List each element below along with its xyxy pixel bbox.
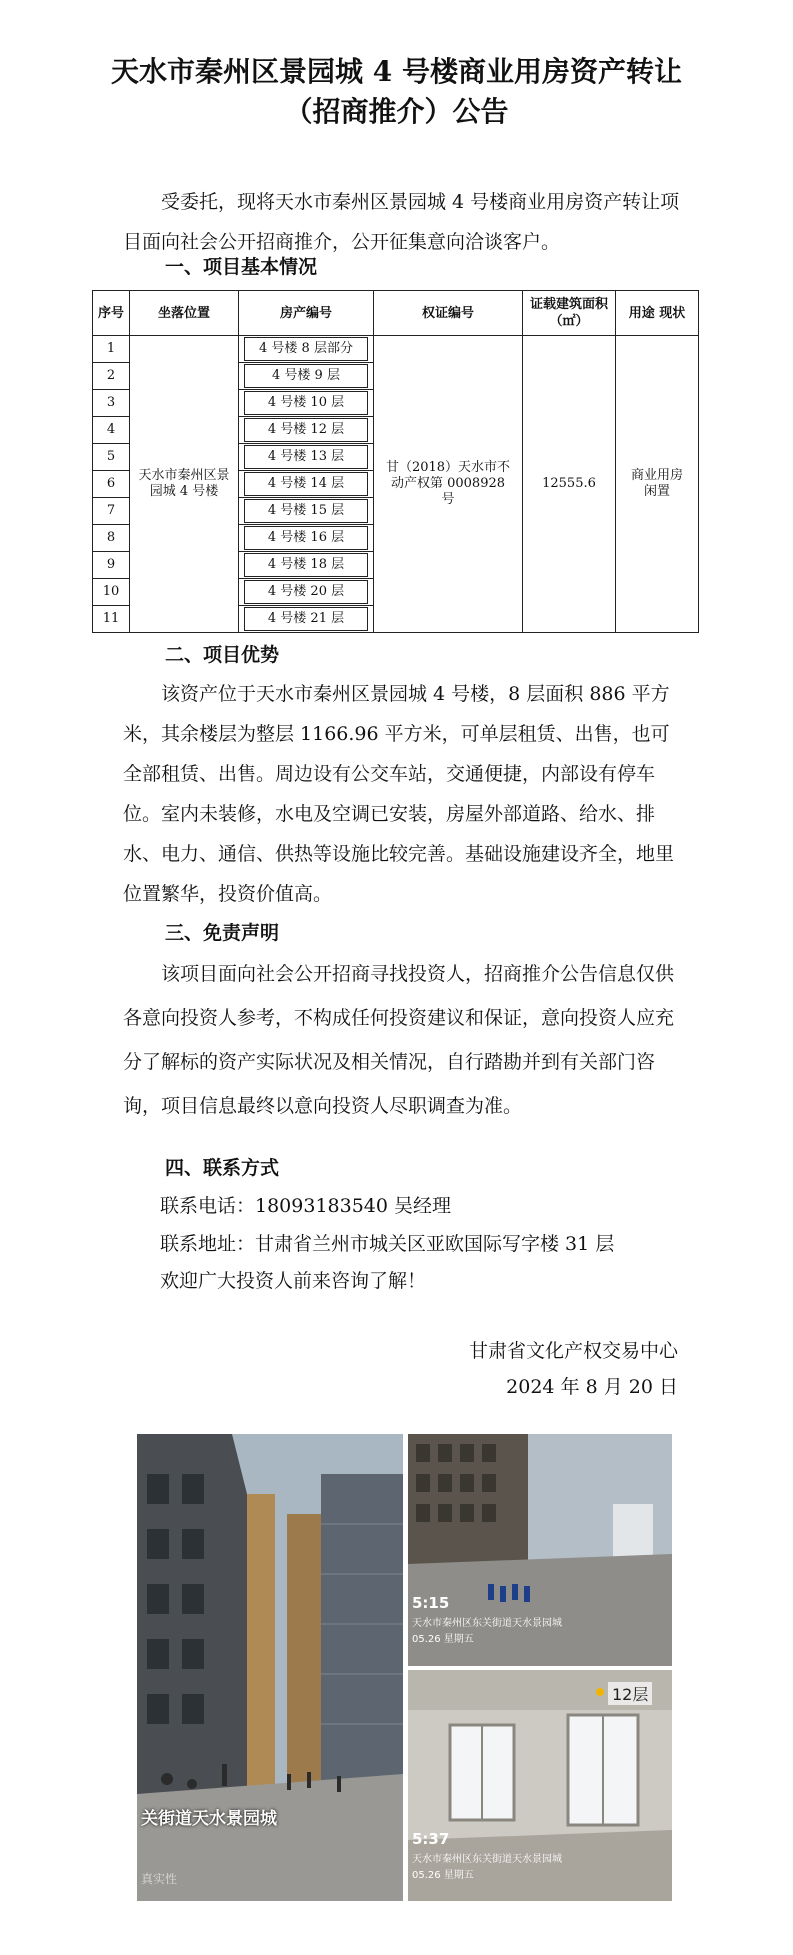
- col-header-no: 序号: [93, 291, 130, 336]
- location-cell: 天水市秦州区景园城 4 号楼: [130, 336, 239, 633]
- unit-cell: [239, 390, 374, 417]
- unit-label: 4 号楼 20 层: [244, 580, 368, 604]
- advantages-paragraph: [123, 674, 683, 914]
- row-no: 7: [93, 498, 130, 525]
- col-header-cert: 权证编号: [374, 291, 523, 336]
- unit-cell: [239, 336, 374, 363]
- left-photo-tag: 真实性: [141, 1872, 178, 1886]
- unit-cell: [239, 552, 374, 579]
- row-no: 8: [93, 525, 130, 552]
- unit-label: 4 号楼 10 层: [244, 391, 368, 415]
- unit-label: 4 号楼 16 层: [244, 526, 368, 550]
- left-photo-caption: 关街道天水景园城: [141, 1809, 277, 1829]
- intro-text: 受委托，现将天水市秦州区景园城 4 号楼商业用房资产转让项目面向社会公开招商推介，公开征集意向洽谈客户。: [123, 191, 680, 253]
- row-no: 5: [93, 444, 130, 471]
- unit-cell: [239, 606, 374, 633]
- table-row: [93, 336, 699, 363]
- br-photo-floor: 12层: [608, 1682, 652, 1705]
- unit-label: 4 号楼 9 层: [244, 364, 368, 388]
- photo-plaza: [408, 1434, 672, 1666]
- tr-photo-place: 天水市秦州区东关街道天水景园城: [412, 1618, 562, 1629]
- unit-label: 4 号楼 12 层: [244, 418, 368, 442]
- section-1-heading: 一、项目基本情况: [165, 256, 318, 278]
- disclaimer-paragraph: [123, 952, 683, 1128]
- col-header-area: 证载建筑面积（㎡）: [523, 291, 616, 336]
- table-header-row: [93, 291, 699, 336]
- unit-label: 4 号楼 18 层: [244, 553, 368, 577]
- section-3-heading: 三、免责声明: [165, 922, 280, 944]
- br-photo-time: 5:37: [412, 1830, 450, 1848]
- section-2-heading: 二、项目优势: [165, 644, 280, 666]
- row-no: 2: [93, 363, 130, 390]
- unit-label: 4 号楼 13 层: [244, 445, 368, 469]
- unit-label: 4 号楼 8 层部分: [244, 337, 368, 361]
- unit-label: 4 号楼 21 层: [244, 607, 368, 631]
- col-header-location: 坐落位置: [130, 291, 239, 336]
- unit-label: 4 号楼 14 层: [244, 472, 368, 496]
- tr-photo-date: 05.26 星期五: [412, 1634, 474, 1645]
- row-no: 11: [93, 606, 130, 633]
- unit-cell: [239, 444, 374, 471]
- col-header-unit: 房产编号: [239, 291, 374, 336]
- unit-cell: [239, 363, 374, 390]
- contact-phone: 联系电话：18093183540 吴经理: [160, 1195, 452, 1217]
- document-title: 天水市秦州区景园城 4 号楼商业用房资产转让（招商推介）公告: [111, 55, 682, 128]
- br-photo-date: 05.26 星期五: [412, 1870, 474, 1881]
- intro-paragraph: [123, 182, 683, 262]
- unit-cell: [239, 525, 374, 552]
- property-table: [92, 290, 699, 633]
- section-4-heading: 四、联系方式: [165, 1157, 280, 1179]
- unit-cell: [239, 579, 374, 606]
- unit-cell: [239, 498, 374, 525]
- unit-cell: [239, 471, 374, 498]
- usage-cell: 商业用房闲置: [616, 336, 699, 633]
- disclaimer-text: 该项目面向社会公开招商寻找投资人，招商推介公告信息仅供各意向投资人参考，不构成任何投资建议和保证，意向投资人应充分了解标的资产实际状况及相关情况，自行踏勘并到有关部门咨询，项目信息最终以意向投资人尽职调查为准。: [123, 963, 675, 1117]
- unit-label: 4 号楼 15 层: [244, 499, 368, 523]
- row-no: 4: [93, 417, 130, 444]
- row-no: 6: [93, 471, 130, 498]
- photo-building-street: [137, 1434, 403, 1901]
- tr-photo-time: 5:15: [412, 1594, 450, 1612]
- contact-address: 联系地址：甘肃省兰州市城关区亚欧国际写字楼 31 层: [160, 1233, 615, 1255]
- row-no: 10: [93, 579, 130, 606]
- br-photo-place: 天水市秦州区东关街道天水景园城: [412, 1854, 562, 1865]
- cert-cell: 甘（2018）天水市不动产权第 0008928 号: [374, 336, 523, 633]
- area-cell: 12555.6: [523, 336, 616, 633]
- row-no: 9: [93, 552, 130, 579]
- photo-interior: [408, 1670, 672, 1901]
- building-street-illustration: [137, 1434, 403, 1901]
- advantages-text: 该资产位于天水市秦州区景园城 4 号楼，8 层面积 886 平方米，其余楼层为整层 1166.96 平方米，可单层租赁、出售，也可全部租赁、出售。周边设有公交车站，交通便捷，内部设有停车位。室内未装修，水电及空调已安装，房屋外部道路、给水、排水、电力、通信、供热等设施比较完善。基础设施建设齐全，地里位置繁华，投资价值高。: [123, 683, 675, 905]
- col-header-usage: 用途 现状: [616, 291, 699, 336]
- row-no: 1: [93, 336, 130, 363]
- issue-date: 2024 年 8 月 20 日: [506, 1376, 678, 1398]
- unit-cell: [239, 417, 374, 444]
- row-no: 3: [93, 390, 130, 417]
- welcome-text: 欢迎广大投资人前来咨询了解！: [160, 1270, 427, 1292]
- issuer-org: 甘肃省文化产权交易中心: [468, 1340, 678, 1362]
